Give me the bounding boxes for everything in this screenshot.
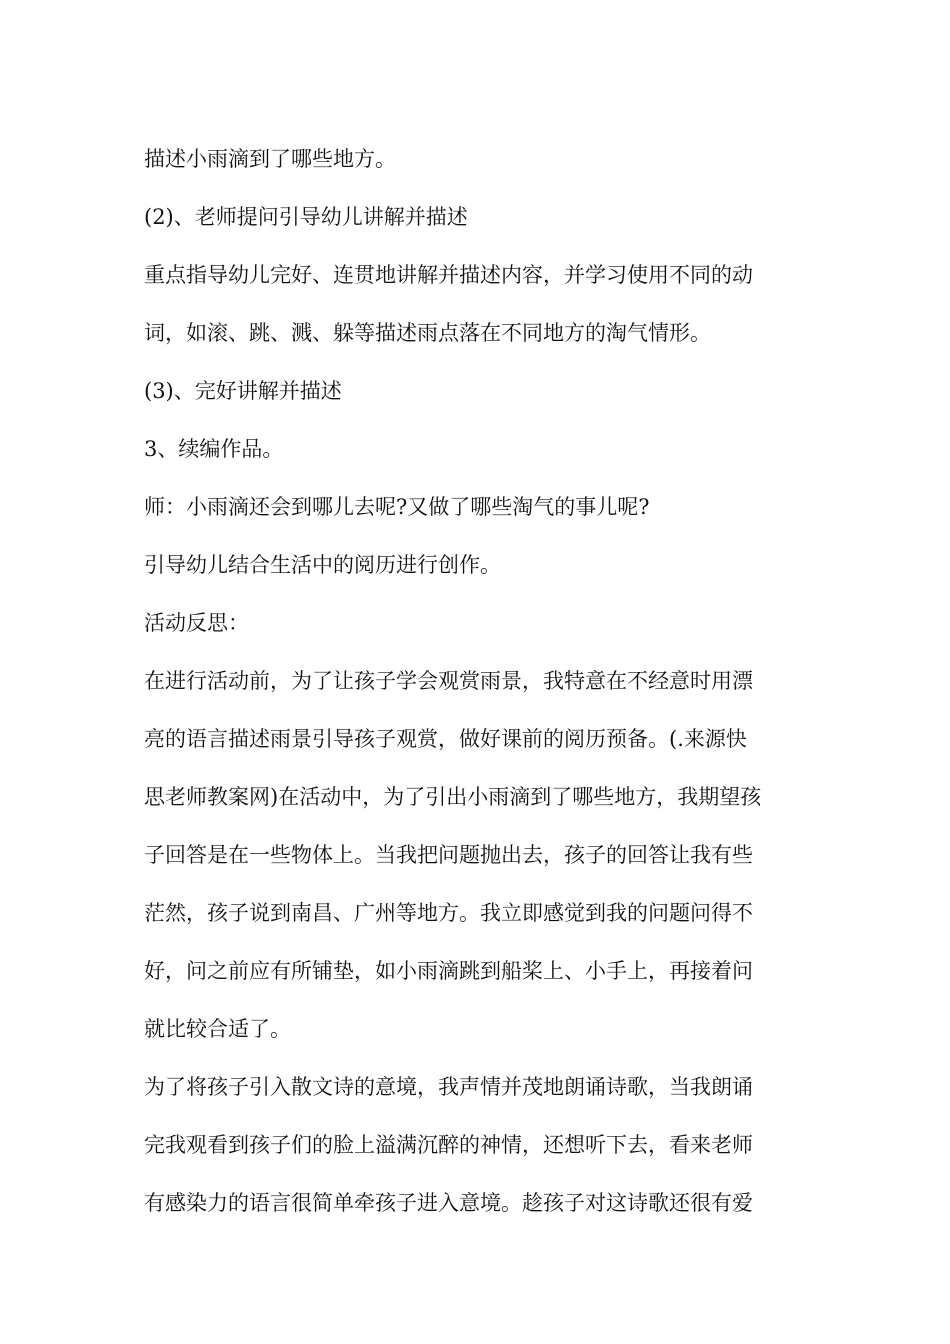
document-body	[144, 130, 808, 1232]
section-heading: 活动反思：	[144, 611, 249, 635]
text-line: 完我观看到孩子们的脸上溢满沉醉的神情，还想听下去，看来老师	[144, 1133, 753, 1157]
text-line: 子回答是在一些物体上。当我把问题抛出去，孩子的回答让我有些	[144, 843, 753, 867]
text-line: 思老师教案网)在活动中，为了引出小雨滴到了哪些地方，我期望孩	[144, 785, 762, 809]
text-line: 师：小雨滴还会到哪儿去呢?又做了哪些淘气的事儿呢?	[144, 495, 650, 519]
text-line: 引导幼儿结合生活中的阅历进行创作。	[144, 553, 501, 577]
text-line: 描述小雨滴到了哪些地方。	[144, 147, 396, 171]
text-line: 为了将孩子引入散文诗的意境，我声情并茂地朗诵诗歌，当我朗诵	[144, 1075, 753, 1099]
text-line: 就比较合适了。	[144, 1017, 291, 1041]
text-line: 茫然，孩子说到南昌、广州等地方。我立即感觉到我的问题问得不	[144, 901, 753, 925]
text-line: 在进行活动前，为了让孩子学会观赏雨景，我特意在不经意时用漂	[144, 669, 753, 693]
text-line: 词，如滚、跳、溅、躲等描述雨点落在不同地方的淘气情形。	[144, 321, 711, 345]
text-line: 重点指导幼儿完好、连贯地讲解并描述内容，并学习使用不同的动	[144, 263, 753, 287]
text-line: 好，问之前应有所铺垫，如小雨滴跳到船桨上、小手上，再接着问	[144, 959, 753, 983]
text-line: 有感染力的语言很简单牵孩子进入意境。趁孩子对这诗歌还很有爱	[144, 1191, 753, 1215]
text-line: 3、续编作品。	[144, 437, 284, 461]
text-line: (2)、老师提问引导幼儿讲解并描述	[144, 205, 468, 229]
text-line: 亮的语言描述雨景引导孩子观赏，做好课前的阅历预备。(.来源快	[144, 727, 747, 751]
text-line: (3)、完好讲解并描述	[144, 379, 342, 403]
